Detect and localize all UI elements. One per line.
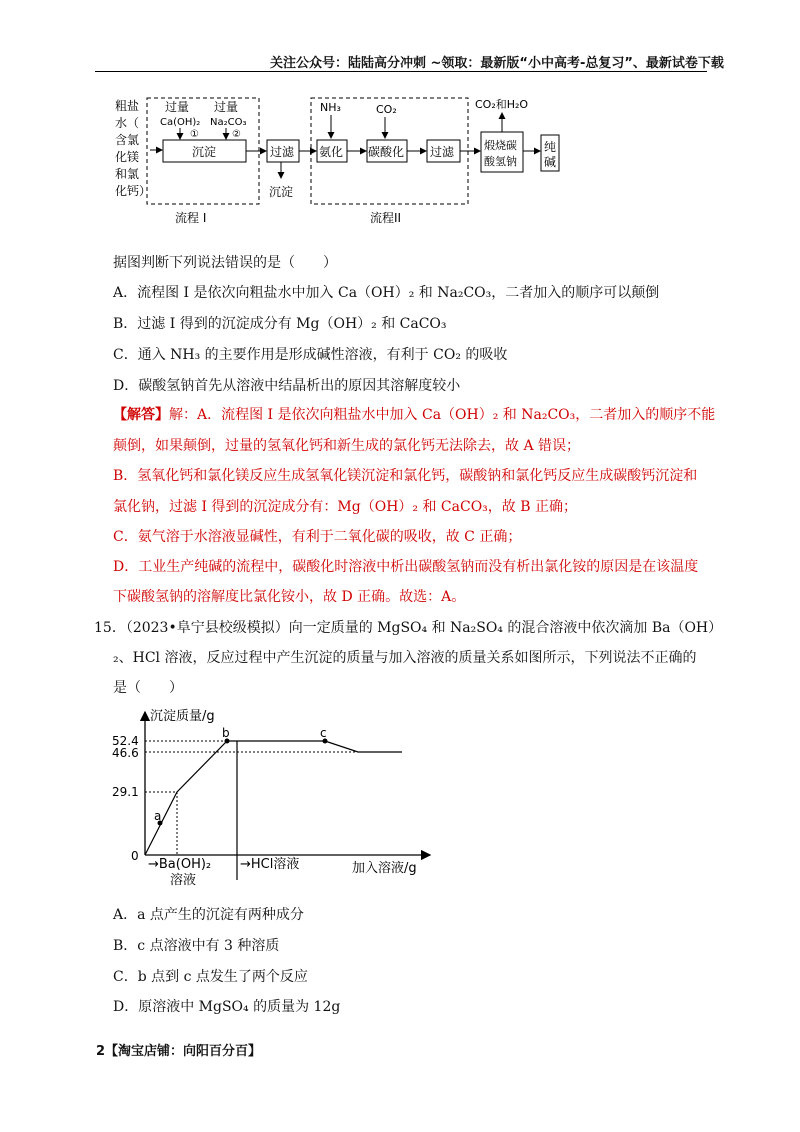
question-15-stem: 是（ ）	[113, 680, 183, 696]
option-b: B．过滤 I 得到的沉淀成分有 Mg（OH）₂ 和 CaCO₃	[113, 316, 447, 332]
question-14-stem: 据图判断下列说法错误的是（ ）	[113, 255, 337, 271]
segment-label-solution: 溶液	[170, 873, 197, 888]
step-number: ②	[232, 129, 241, 140]
answer-line: B．氢氧化钙和氯化镁反应生成氢氧化镁沉淀和氯化钙，碳酸钠和氯化钙反应生成碳酸钙沉淀和	[113, 468, 698, 484]
products-label: CO₂和H₂O	[475, 98, 529, 111]
question-15-stem: ₂、HCl 溶液，反应过程中产生沉淀的质量与加入溶液的质量关系如图所示，下列说法不正确的	[113, 650, 697, 666]
origin-label: 0	[131, 849, 139, 863]
carbonation-label: 碳酸化	[368, 145, 405, 159]
nh3-label: NH₃	[320, 101, 341, 114]
segment-label-hcl: →HCl溶液	[240, 857, 300, 872]
input-line: 粗盐	[115, 99, 140, 113]
input-line: 化钙）	[115, 184, 152, 198]
option-a: A．流程图 I 是依次向粗盐水中加入 Ca（OH）₂ 和 Na₂CO₃，二者加入的顺序可以颠倒	[113, 285, 660, 301]
input-line: 含氯	[115, 133, 140, 147]
filter-label: 过滤	[270, 145, 295, 159]
input-line: 水（	[115, 116, 140, 130]
q15-option-b: B．c 点溶液中有 3 种溶质	[113, 938, 280, 954]
input-line: 和氯	[115, 167, 140, 181]
filter-label: 过滤	[430, 145, 455, 159]
calcination-label: 酸氢钠	[484, 155, 517, 168]
y-tick-label: 46.6	[112, 746, 139, 760]
y-tick-label: 52.4	[112, 734, 139, 748]
input-line: 化镁	[115, 150, 140, 164]
question-15-stem: 15．（2023•阜宁县校级模拟）向一定质量的 MgSO₄ 和 Na₂SO₄ 的混合溶液中依次滴加 Ba（OH）	[94, 620, 723, 636]
precipitation-label: 沉淀	[192, 145, 217, 159]
step-number: ①	[190, 129, 199, 140]
page-header: 关注公众号：陆陆高分冲刺 ~领取：最新版“小中高考-总复习”、最新试卷下载	[270, 56, 724, 71]
answer-line: 颠倒，如果颠倒，过量的氢氧化钙和新生成的氯化钙无法除去，故 A 错误；	[113, 438, 581, 454]
answer-text: 解：A．流程图 I 是依次向粗盐水中加入 Ca（OH）₂ 和 Na₂CO₃，二者加入的顺序不能	[169, 407, 716, 423]
excess-label: 过量	[165, 100, 190, 114]
answer-line: D．工业生产纯碱的流程中，碳酸化时溶液中析出碳酸氢钠而没有析出氯化铵的原因是在该温度	[113, 559, 699, 575]
reagent-ca-oh2: Ca(OH)₂	[160, 117, 201, 128]
series-line	[145, 741, 402, 855]
y-axis-label: 沉淀质量/g	[150, 709, 215, 724]
answer-tag: 【解答】	[113, 407, 169, 423]
option-c: C．通入 NH₃ 的主要作用是形成碱性溶液，有利于 CO₂ 的吸收	[113, 347, 508, 363]
x-axis-label: 加入溶液/g	[352, 861, 417, 876]
y-tick-label: 29.1	[112, 785, 139, 799]
page-footer: 2【淘宝店铺：向阳百分百】	[96, 1044, 262, 1059]
soda-ash-label: 纯	[544, 140, 557, 154]
point-label-c: c	[320, 726, 327, 740]
calcination-label: 煅烧碳	[484, 139, 517, 152]
q15-option-a: A．a 点产生的沉淀有两种成分	[113, 907, 304, 923]
answer-line: C．氨气溶于水溶液显碱性，有利于二氧化碳的吸收，故 C 正确；	[113, 529, 522, 545]
point-label-b: b	[222, 726, 230, 740]
precipitate-output: 沉淀	[269, 185, 294, 199]
soda-ash-label: 碱	[544, 155, 557, 169]
answer-line: 氯化钠，过滤 I 得到的沉淀成分有：Mg（OH）₂ 和 CaCO₃，故 B 正确；	[113, 499, 577, 515]
co2-label: CO₂	[376, 103, 397, 116]
option-d: D．碳酸氢钠首先从溶液中结晶析出的原因其溶解度较小	[113, 378, 461, 394]
answer-line: 下碳酸氢钠的溶解度比氯化铵小，故 D 正确。故选：A。	[113, 589, 466, 605]
process-one-label: 流程 I	[175, 211, 207, 225]
segment-label-baoh2: →Ba(OH)₂	[148, 857, 212, 872]
q15-option-c: C．b 点到 c 点发生了两个反应	[113, 969, 308, 985]
point-label-a: a	[154, 809, 162, 823]
reagent-na2co3: Na₂CO₃	[210, 117, 247, 128]
excess-label: 过量	[214, 100, 239, 114]
ammoniation-label: 氨化	[319, 145, 344, 159]
process-two-label: 流程II	[370, 211, 402, 225]
q15-option-d: D．原溶液中 MgSO₄ 的质量为 12g	[113, 999, 341, 1015]
